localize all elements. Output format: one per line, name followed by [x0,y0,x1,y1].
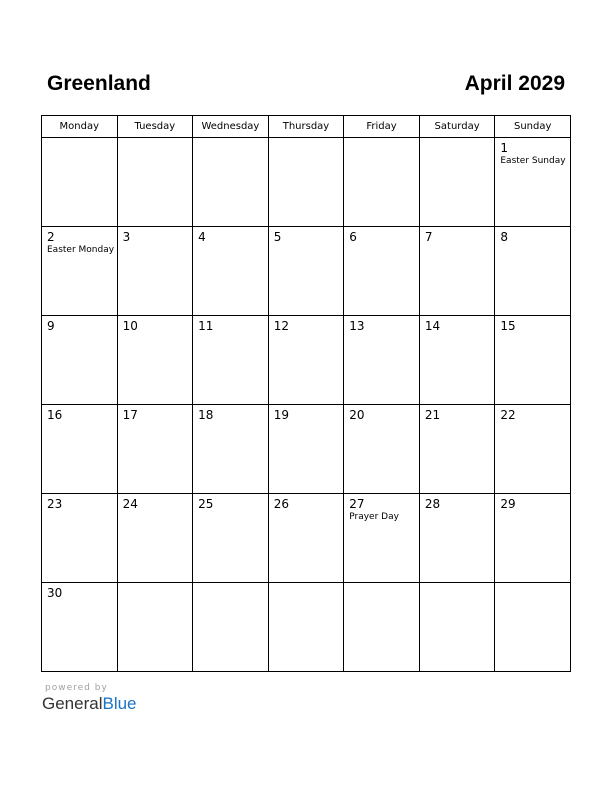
day-cell[interactable] [268,316,344,405]
empty-day-cell [193,138,269,227]
week-row [42,138,571,227]
day-cell[interactable] [344,494,420,583]
day-cell[interactable] [193,405,269,494]
day-cell[interactable] [495,494,571,583]
day-number: 2 [47,230,55,244]
empty-day-cell [268,583,344,672]
day-number: 15 [500,319,516,333]
calendar-grid [41,115,571,672]
day-number: 23 [47,497,63,511]
day-cell[interactable] [419,405,495,494]
day-number: 3 [122,230,131,244]
day-cell[interactable] [193,227,269,316]
brand-logo[interactable] [42,694,137,714]
day-cell[interactable] [495,138,571,227]
weekday-header: Tuesday [117,116,193,138]
day-cell[interactable] [42,316,118,405]
day-cell[interactable] [495,316,571,405]
day-number: 13 [349,319,365,333]
day-number: 27 [349,497,365,511]
day-cell[interactable] [268,227,344,316]
day-cell[interactable] [419,316,495,405]
weekday-header: Thursday [268,116,344,138]
empty-day-cell [419,583,495,672]
day-number: 24 [122,497,138,511]
holiday-label: Easter Sunday [500,156,566,166]
day-number: 17 [122,408,138,422]
day-number: 10 [122,319,138,333]
week-row [42,494,571,583]
powered-by-text: powered by [45,683,108,693]
weekday-header: Friday [344,116,420,138]
day-number: 8 [500,230,509,244]
weekday-header: Sunday [495,116,571,138]
day-cell[interactable] [419,227,495,316]
day-cell[interactable] [495,405,571,494]
day-number: 19 [273,408,289,422]
empty-day-cell [193,583,269,672]
weekday-header-row [42,116,571,138]
day-cell[interactable] [117,405,193,494]
empty-day-cell [344,583,420,672]
day-number: 29 [500,497,516,511]
day-cell[interactable] [268,405,344,494]
day-number: 22 [500,408,516,422]
day-number: 9 [47,319,55,333]
day-cell[interactable] [193,316,269,405]
day-number: 6 [349,230,357,244]
empty-day-cell [495,583,571,672]
day-cell[interactable] [344,405,420,494]
day-cell[interactable] [117,227,193,316]
day-cell[interactable] [193,494,269,583]
day-number: 18 [198,408,214,422]
empty-day-cell [117,583,193,672]
day-cell[interactable] [268,494,344,583]
day-cell[interactable] [495,227,571,316]
country-title: Greenland [47,72,151,95]
empty-day-cell [419,138,495,227]
week-row [42,583,571,672]
brand-text-blue: Blue [102,694,137,713]
month-year-title: April 2029 [464,72,565,95]
day-cell[interactable] [117,316,193,405]
day-cell[interactable] [42,405,118,494]
week-row [42,316,571,405]
day-number: 11 [198,319,214,333]
day-cell[interactable] [42,494,118,583]
day-number: 30 [47,586,63,600]
day-cell[interactable] [42,583,118,672]
brand-text-general: General [42,694,103,713]
week-row [42,405,571,494]
day-number: 14 [424,319,441,333]
day-number: 5 [273,230,282,244]
holiday-label: Prayer Day [349,512,399,522]
weekday-header: Monday [42,116,118,138]
day-number: 12 [273,319,289,333]
day-cell[interactable] [344,227,420,316]
day-number: 1 [500,141,509,155]
empty-day-cell [42,138,118,227]
day-number: 16 [47,408,63,422]
day-cell[interactable] [419,494,495,583]
empty-day-cell [344,138,420,227]
empty-day-cell [268,138,344,227]
day-cell[interactable] [117,494,193,583]
day-number: 26 [273,497,289,511]
day-number: 25 [198,497,214,511]
calendar-body [42,138,571,672]
day-number: 4 [198,230,206,244]
day-number: 20 [349,408,365,422]
empty-day-cell [117,138,193,227]
week-row [42,227,571,316]
weekday-header: Saturday [419,116,495,138]
day-number: 28 [424,497,441,511]
holiday-label: Easter Monday [47,245,115,255]
weekday-header: Wednesday [193,116,269,138]
day-cell[interactable] [344,316,420,405]
day-number: 21 [424,408,441,422]
day-cell[interactable] [42,227,118,316]
day-number: 7 [424,230,433,244]
